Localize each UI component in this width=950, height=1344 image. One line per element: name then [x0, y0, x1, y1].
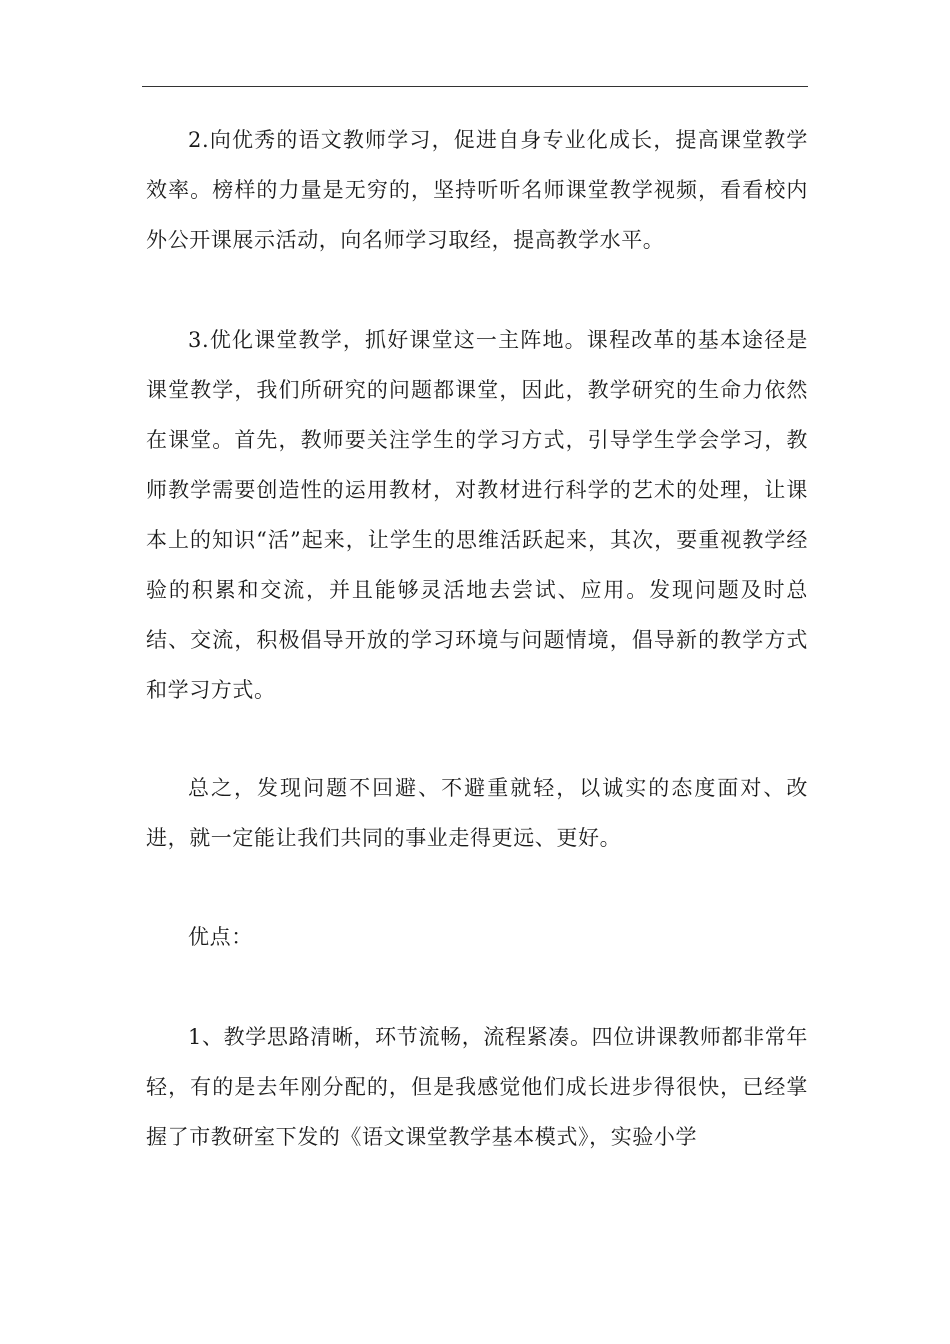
paragraph-summary: 总之，发现问题不回避、不避重就轻，以诚实的态度面对、改进，就一定能让我们共同的事业走得更远、更好。	[146, 776, 808, 850]
paragraph-strength-one: 1、教学思路清晰，环节流畅，流程紧凑。四位讲课教师都非常年轻，有的是去年刚分配的，但是我感觉他们成长进步得很快，已经掌握了市教研室下发的《语文课堂教学基本模式》，实验小学	[146, 1025, 808, 1149]
paragraph-learn-from-teachers: 2.向优秀的语文教师学习，促进自身专业化成长，提高课堂教学效率。榜样的力量是无穷的，坚持听听名师课堂教学视频，看看校内外公开课展示活动，向名师学习取经，提高教学水平。	[146, 128, 808, 252]
section-heading-strengths: 优点：	[188, 925, 253, 949]
paragraph-optimize-teaching: 3.优化课堂教学，抓好课堂这一主阵地。课程改革的基本途径是课堂教学，我们所研究的问题都课堂，因此，教学研究的生命力依然在课堂。首先，教师要关注学生的学习方式，引导学生学会学习，教师教学需要创造性的运用教材，对教材进行科学的艺术的处理，让课本上的知识“活”起来，让学生的思维活跃起来，其次，要重视教学经验的积累和交流，并且能够灵活地去尝试、应用。发现问题及时总结、交流，积极倡导开放的学习环境与问题情境，倡导新的教学方式和学习方式。	[146, 328, 808, 702]
header-divider	[142, 86, 808, 87]
